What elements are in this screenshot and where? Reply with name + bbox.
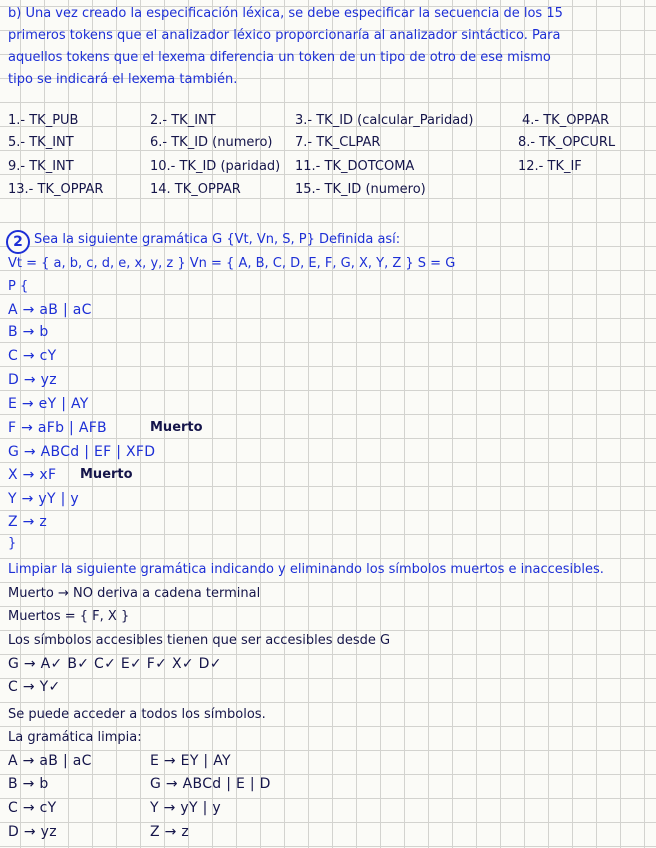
part-b-line-1: b) Una vez creado la especificación léxica, se debe especificar la secuencia de los 15 [8, 6, 563, 21]
grammar-intro: Sea la siguiente gramática G {Vt, Vn, S, P} Definida así: [34, 232, 401, 247]
part-b-line-2: primeros tokens que el analizador léxico proporcionaría al analizador sintáctico. Para [8, 28, 561, 43]
token-14: 14. TK_OPPAR [150, 182, 241, 197]
production-f: F → aFb | AFB [8, 420, 107, 436]
token-6: 6.- TK_ID (numero) [150, 135, 273, 150]
production-x: X → xF [8, 467, 57, 483]
grammar-sets: Vt = { a, b, c, d, e, x, y, z } Vn = { A, B, C, D, E, F, G, X, Y, Z } S = G [8, 256, 456, 271]
productions-open: P { [8, 279, 29, 294]
clean-production-d: D → yz [8, 824, 57, 840]
productions-close: } [8, 536, 17, 551]
clean-title: Limpiar la siguiente gramática indicando y eliminando los símbolos muertos e inaccesibles. [8, 562, 604, 577]
token-1: 1.- TK_PUB [8, 113, 79, 128]
token-12: 12.- TK_IF [518, 159, 582, 174]
token-13: 13.- TK_OPPAR [8, 182, 104, 197]
question-number-badge: 2 [6, 230, 30, 254]
clean-production-b: B → b [8, 776, 49, 792]
part-b-line-4: tipo se indicará el lexema también. [8, 72, 238, 87]
production-g: G → ABCd | EF | XFD [8, 444, 156, 460]
production-b: B → b [8, 324, 49, 340]
part-b-line-3: aquellos tokens que el lexema diferencia un token de un tipo de otro de ese mismo [8, 50, 551, 65]
clean-production-e: E → EY | AY [150, 753, 231, 769]
production-e: E → eY | AY [8, 396, 89, 412]
production-a: A → aB | aC [8, 302, 92, 318]
token-5: 5.- TK_INT [8, 135, 74, 150]
clean-grammar-title: La gramática limpia: [8, 730, 142, 745]
clean-production-a: A → aB | aC [8, 753, 92, 769]
clean-production-c: C → cY [8, 800, 57, 816]
clean-production-g: G → ABCd | E | D [150, 776, 271, 792]
dead-mark-x: Muerto [80, 467, 133, 482]
clean-production-y: Y → yY | y [150, 800, 221, 816]
dead-mark-f: Muerto [150, 420, 203, 435]
production-z: Z → z [8, 514, 48, 530]
token-15: 15.- TK_ID (numero) [295, 182, 426, 197]
accessible-from-c: C → Y✓ [8, 679, 61, 695]
token-2: 2.- TK_INT [150, 113, 216, 128]
dead-definition: Muerto → NO deriva a cadena terminal [8, 586, 261, 601]
token-3: 3.- TK_ID (calcular_Paridad) [295, 113, 474, 128]
accessible-intro: Los símbolos accesibles tienen que ser accesibles desde G [8, 633, 391, 648]
production-y: Y → yY | y [8, 491, 79, 507]
token-9: 9.- TK_INT [8, 159, 74, 174]
accessible-from-g: G → A✓ B✓ C✓ E✓ F✓ X✓ D✓ [8, 656, 222, 672]
all-accessible: Se puede acceder a todos los símbolos. [8, 707, 266, 722]
token-8: 8.- TK_OPCURL [518, 135, 616, 150]
production-c: C → cY [8, 348, 57, 364]
production-d: D → yz [8, 372, 57, 388]
dead-set: Muertos = { F, X } [8, 609, 130, 624]
token-4: 4.- TK_OPPAR [522, 113, 610, 128]
clean-production-z: Z → z [150, 824, 190, 840]
token-7: 7.- TK_CLPAR [295, 135, 381, 150]
token-11: 11.- TK_DOTCOMA [295, 159, 415, 174]
token-10: 10.- TK_ID (paridad) [150, 159, 281, 174]
